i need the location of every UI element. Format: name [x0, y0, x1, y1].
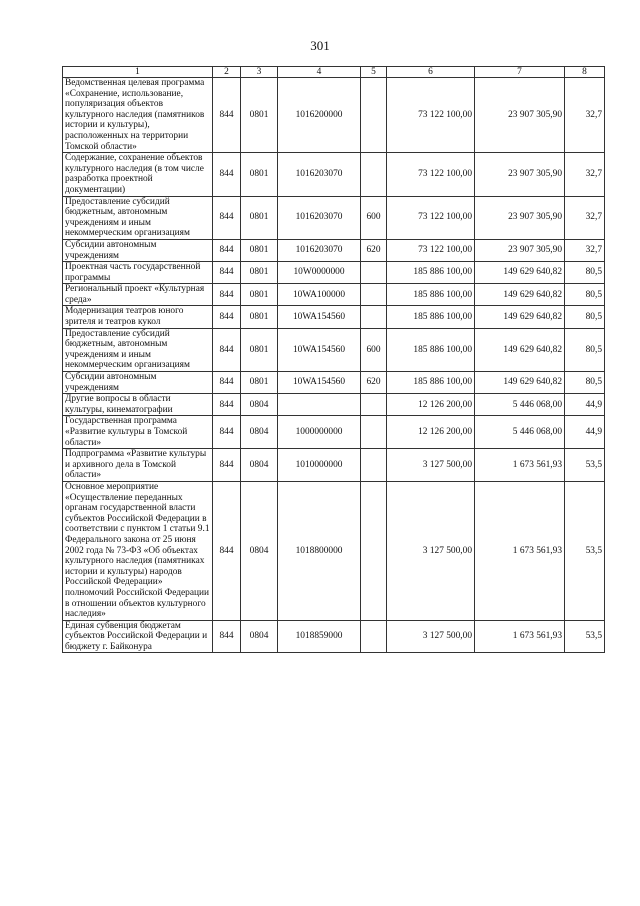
target-article-cell: 1016203070 — [278, 153, 361, 196]
table-row — [63, 78, 605, 153]
planned-amount-cell: 3 127 500,00 — [387, 481, 475, 620]
actual-amount-cell: 149 629 640,82 — [475, 306, 565, 328]
section-code-cell: 0804 — [241, 449, 278, 482]
column-header: 6 — [387, 67, 475, 78]
target-article-cell: 1000000000 — [278, 416, 361, 449]
target-article-cell: 1016203070 — [278, 196, 361, 239]
column-header: 5 — [361, 67, 387, 78]
section-code-cell: 0801 — [241, 284, 278, 306]
ministry-code-cell: 844 — [213, 620, 241, 653]
actual-amount-cell: 1 673 561,93 — [475, 481, 565, 620]
table-row — [63, 306, 605, 328]
target-article-cell: 1010000000 — [278, 449, 361, 482]
row-name-cell: Предоставление субсидий бюджетным, автономным учреждениям и иным некоммерческим организациям — [63, 196, 213, 239]
execution-percent-cell: 80,5 — [565, 284, 605, 306]
section-code-cell: 0804 — [241, 620, 278, 653]
ministry-code-cell: 844 — [213, 262, 241, 284]
execution-percent-cell: 80,5 — [565, 262, 605, 284]
execution-percent-cell: 53,5 — [565, 620, 605, 653]
actual-amount-cell: 5 446 068,00 — [475, 416, 565, 449]
execution-percent-cell: 53,5 — [565, 449, 605, 482]
section-code-cell: 0801 — [241, 239, 278, 261]
row-name-cell: Единая субвенция бюджетам субъектов Российской Федерации и бюджету г. Байконура — [63, 620, 213, 653]
column-header: 1 — [63, 67, 213, 78]
execution-percent-cell: 32,7 — [565, 196, 605, 239]
ministry-code-cell: 844 — [213, 481, 241, 620]
actual-amount-cell: 23 907 305,90 — [475, 153, 565, 196]
table-row — [63, 284, 605, 306]
ministry-code-cell: 844 — [213, 153, 241, 196]
target-article-cell: 1018800000 — [278, 481, 361, 620]
row-name-cell: Региональный проект «Культурная среда» — [63, 284, 213, 306]
planned-amount-cell: 185 886 100,00 — [387, 262, 475, 284]
column-number-row — [63, 67, 605, 78]
actual-amount-cell: 149 629 640,82 — [475, 262, 565, 284]
table-row — [63, 262, 605, 284]
ministry-code-cell: 844 — [213, 239, 241, 261]
section-code-cell: 0801 — [241, 196, 278, 239]
table-body — [63, 78, 605, 653]
ministry-code-cell: 844 — [213, 196, 241, 239]
ministry-code-cell: 844 — [213, 284, 241, 306]
row-name-cell: Подпрограмма «Развитие культуры и архивного дела в Томской области» — [63, 449, 213, 482]
target-article-cell: 1016203070 — [278, 239, 361, 261]
execution-percent-cell: 32,7 — [565, 239, 605, 261]
target-article-cell: 10WA154560 — [278, 372, 361, 394]
table-row — [63, 328, 605, 371]
expense-type-cell — [361, 153, 387, 196]
planned-amount-cell: 73 122 100,00 — [387, 153, 475, 196]
section-code-cell: 0801 — [241, 153, 278, 196]
target-article-cell: 1018859000 — [278, 620, 361, 653]
section-code-cell: 0801 — [241, 372, 278, 394]
target-article-cell — [278, 394, 361, 416]
table-row — [63, 239, 605, 261]
execution-percent-cell: 80,5 — [565, 328, 605, 371]
row-name-cell: Модернизация театров юного зрителя и театров кукол — [63, 306, 213, 328]
row-name-cell: Государственная программа «Развитие культуры в Томской области» — [63, 416, 213, 449]
row-name-cell: Ведомственная целевая программа «Сохранение, использование, популяризация объектов культурного наследия (памятников истории и культуры), расположенных на территории Томской области» — [63, 78, 213, 153]
target-article-cell: 10WA154560 — [278, 328, 361, 371]
row-name-cell: Предоставление субсидий бюджетным, автономным учреждениям и иным некоммерческим организациям — [63, 328, 213, 371]
expense-type-cell — [361, 262, 387, 284]
section-code-cell: 0801 — [241, 328, 278, 371]
column-header: 2 — [213, 67, 241, 78]
execution-percent-cell: 53,5 — [565, 481, 605, 620]
expense-type-cell: 620 — [361, 372, 387, 394]
actual-amount-cell: 149 629 640,82 — [475, 284, 565, 306]
expense-type-cell — [361, 481, 387, 620]
planned-amount-cell: 185 886 100,00 — [387, 328, 475, 371]
execution-percent-cell: 44,9 — [565, 394, 605, 416]
actual-amount-cell: 23 907 305,90 — [475, 239, 565, 261]
planned-amount-cell: 185 886 100,00 — [387, 284, 475, 306]
execution-percent-cell: 80,5 — [565, 306, 605, 328]
row-name-cell: Проектная часть государственной программы — [63, 262, 213, 284]
ministry-code-cell: 844 — [213, 78, 241, 153]
expense-type-cell — [361, 416, 387, 449]
expense-type-cell — [361, 449, 387, 482]
planned-amount-cell: 3 127 500,00 — [387, 449, 475, 482]
actual-amount-cell: 149 629 640,82 — [475, 372, 565, 394]
target-article-cell: 10WA100000 — [278, 284, 361, 306]
planned-amount-cell: 12 126 200,00 — [387, 394, 475, 416]
column-header: 7 — [475, 67, 565, 78]
table-row — [63, 153, 605, 196]
ministry-code-cell: 844 — [213, 394, 241, 416]
section-code-cell: 0804 — [241, 416, 278, 449]
planned-amount-cell: 185 886 100,00 — [387, 372, 475, 394]
ministry-code-cell: 844 — [213, 449, 241, 482]
actual-amount-cell: 23 907 305,90 — [475, 78, 565, 153]
row-name-cell: Содержание, сохранение объектов культурного наследия (в том числе разработка проектной документации) — [63, 153, 213, 196]
table-row — [63, 196, 605, 239]
actual-amount-cell: 1 673 561,93 — [475, 620, 565, 653]
planned-amount-cell: 185 886 100,00 — [387, 306, 475, 328]
section-code-cell: 0804 — [241, 394, 278, 416]
expense-type-cell — [361, 78, 387, 153]
row-name-cell: Субсидии автономным учреждениям — [63, 372, 213, 394]
target-article-cell: 10W0000000 — [278, 262, 361, 284]
planned-amount-cell: 3 127 500,00 — [387, 620, 475, 653]
expense-type-cell — [361, 284, 387, 306]
planned-amount-cell: 12 126 200,00 — [387, 416, 475, 449]
expense-type-cell — [361, 394, 387, 416]
budget-table — [62, 66, 605, 653]
planned-amount-cell: 73 122 100,00 — [387, 196, 475, 239]
section-code-cell: 0801 — [241, 78, 278, 153]
expense-type-cell: 600 — [361, 196, 387, 239]
expense-type-cell: 600 — [361, 328, 387, 371]
section-code-cell: 0801 — [241, 306, 278, 328]
table-row — [63, 372, 605, 394]
expense-type-cell — [361, 306, 387, 328]
ministry-code-cell: 844 — [213, 328, 241, 371]
table-row — [63, 416, 605, 449]
actual-amount-cell: 5 446 068,00 — [475, 394, 565, 416]
execution-percent-cell: 44,9 — [565, 416, 605, 449]
section-code-cell: 0804 — [241, 481, 278, 620]
row-name-cell: Другие вопросы в области культуры, кинематографии — [63, 394, 213, 416]
table-row — [63, 449, 605, 482]
execution-percent-cell: 80,5 — [565, 372, 605, 394]
ministry-code-cell: 844 — [213, 306, 241, 328]
section-code-cell: 0801 — [241, 262, 278, 284]
row-name-cell: Основное мероприятие «Осуществление переданных органам государственной власти субъектов Российской Федерации в соответствии с пунктом 1 статьи 9.1 Федерального закона от 25 июня 2002 года № 73-ФЗ «Об объектах культурного наследия (памятниках истории и культуры) народов Российской Федерации» полномочий Российской Федерации в отношении объектов культурного наследия» — [63, 481, 213, 620]
target-article-cell: 1016200000 — [278, 78, 361, 153]
actual-amount-cell: 1 673 561,93 — [475, 449, 565, 482]
column-header: 8 — [565, 67, 605, 78]
ministry-code-cell: 844 — [213, 372, 241, 394]
expense-type-cell — [361, 620, 387, 653]
table-row — [63, 394, 605, 416]
page-number: 301 — [310, 38, 330, 53]
execution-percent-cell: 32,7 — [565, 153, 605, 196]
expense-type-cell: 620 — [361, 239, 387, 261]
actual-amount-cell: 149 629 640,82 — [475, 328, 565, 371]
ministry-code-cell: 844 — [213, 416, 241, 449]
row-name-cell: Субсидии автономным учреждениям — [63, 239, 213, 261]
execution-percent-cell: 32,7 — [565, 78, 605, 153]
planned-amount-cell: 73 122 100,00 — [387, 78, 475, 153]
column-header: 3 — [241, 67, 278, 78]
table-row — [63, 481, 605, 620]
actual-amount-cell: 23 907 305,90 — [475, 196, 565, 239]
table-row — [63, 620, 605, 653]
column-header: 4 — [278, 67, 361, 78]
planned-amount-cell: 73 122 100,00 — [387, 239, 475, 261]
target-article-cell: 10WA154560 — [278, 306, 361, 328]
